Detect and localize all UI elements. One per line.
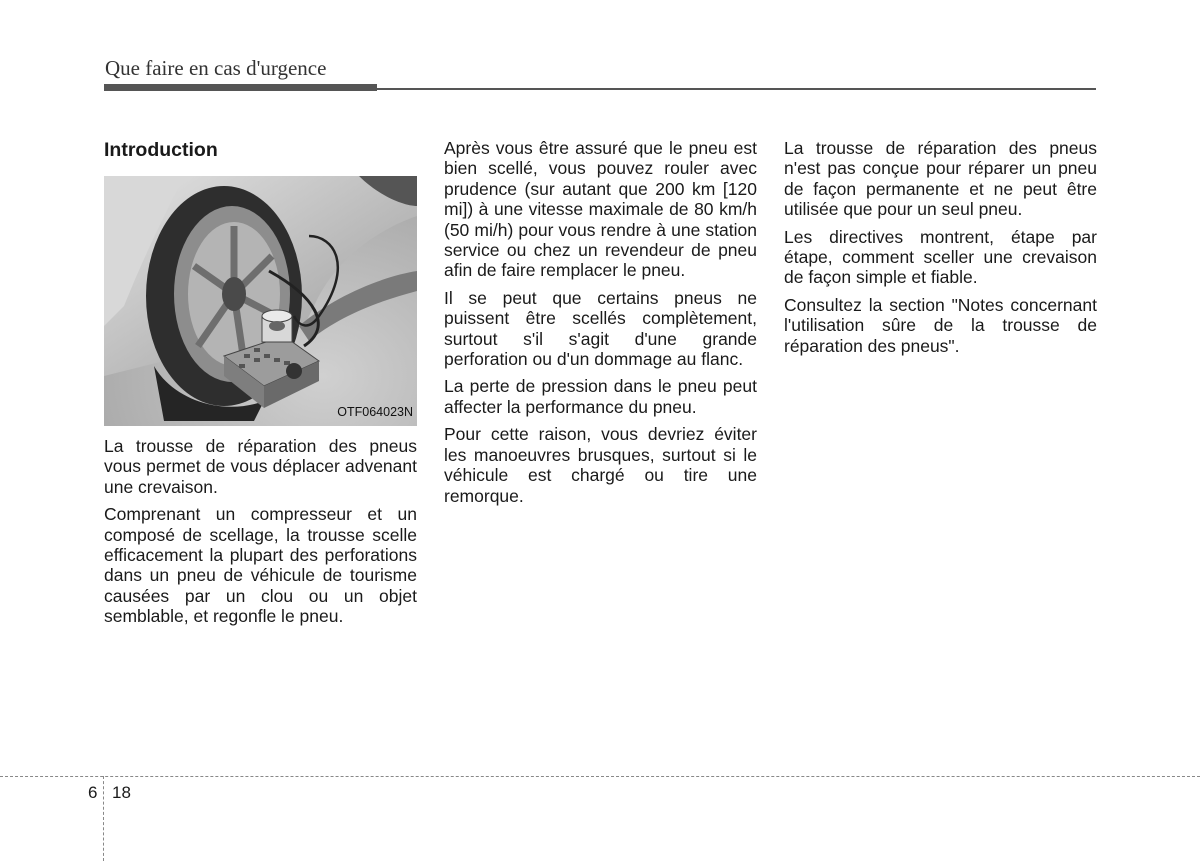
footer-vertical-dashed-rule	[103, 776, 104, 861]
paragraph: Les directives montrent, étape par étape, comment sceller une crevaison de façon simple et fiable.	[784, 226, 1097, 288]
chapter-number: 6	[88, 783, 98, 802]
page-header-title: Que faire en cas d'urgence	[105, 56, 327, 80]
footer-dashed-rule	[0, 776, 1200, 777]
paragraph: Consultez la section "Notes concernant l'utilisation sûre de la trousse de réparation des pneus".	[784, 294, 1097, 356]
column-2	[444, 138, 757, 513]
figure-code: OTF064023N	[337, 404, 413, 419]
paragraph: Comprenant un compresseur et un composé de scellage, la trousse scelle efficacement la plupart des perforations dans un pneu de véhicule de tourisme causées par un clou ou un objet semblable, et regonfle le pneu.	[104, 504, 417, 627]
tire-repair-kit-figure	[104, 176, 417, 426]
paragraph: La trousse de réparation des pneus vous permet de vous déplacer advenant une crevaison.	[104, 436, 417, 497]
paragraph: Après vous être assuré que le pneu est bien scellé, vous pouvez rouler avec prudence (sur autant que 200 km [120 mi]) à une vitesse maximale de 80 km/h (50 mi/h) pour vous rendre à une station service ou chez un revendeur de pneu afin de faire remplacer le pneu.	[444, 138, 757, 281]
paragraph: Il se peut que certains pneus ne puissent être scellés complètement, surtout s'il s'agit d'une grande perforation ou d'un dommage au flanc.	[444, 287, 757, 370]
paragraph: La perte de pression dans le pneu peut affecter la performance du pneu.	[444, 376, 757, 417]
section-heading: Introduction	[104, 139, 218, 161]
page-number: 18	[112, 783, 131, 802]
column-1	[104, 138, 417, 634]
column-3	[784, 138, 1097, 363]
tire-repair-kit-illustration	[104, 176, 417, 426]
header-rule-thick	[104, 84, 377, 91]
paragraph: Pour cette raison, vous devriez éviter les manoeuvres brusques, surtout si le véhicule est chargé ou tire une remorque.	[444, 424, 757, 506]
paragraph: La trousse de réparation des pneus n'est pas conçue pour réparer un pneu de façon permanente et ne peut être utilisée que pour un seul pneu.	[784, 138, 1097, 220]
header-rule-thin	[377, 88, 1096, 90]
